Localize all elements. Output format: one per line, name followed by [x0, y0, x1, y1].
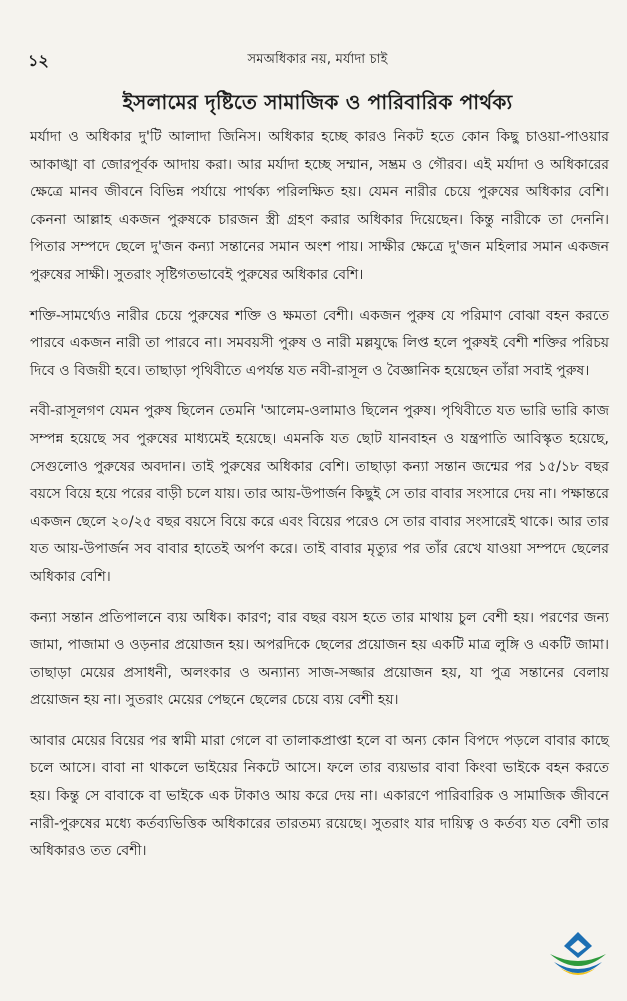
paragraph: আবার মেয়ের বিয়ের পর স্বামী মারা গেলে বা তালাকপ্রাপ্তা হলে বা অন্য কোন বিপদে পড়লে বাবার কাছে চলে আসে। বাবা না থাকলে ভাইয়ের নিকটে আসে। ফলে তার ব্যয়ভার বাবা কিংবা ভাইকে বহন করতে হয়। কিন্তু সে বাবাকে বা ভাইকে এক টাকাও আয় করে দেয় না। একারণে পারিবারিক ও সামাজিক জীবনে নারী-পুরুষের মধ্যে কর্তব্যভিত্তিক অধিকারের তারতম্য রয়েছে। সুতরাং যার দায়িত্ব ও কর্তব্য যত বেশী তার অধিকারও তত বেশী। [30, 732, 609, 860]
paragraph: নবী-রাসূলগণ যেমন পুরুষ ছিলেন তেমনি 'আলেম-ওলামাও ছিলেন পুরুষ। পৃথিবীতে যত ভারি ভারি কাজ সম্পন্ন হয়েছে সব পুরুষের মাধ্যমেই হয়েছে। এমনকি যত ছোট যানবাহন ও যন্ত্রপাতি আবিস্কৃত হয়েছে, সেগুলোও পুরুষের অবদান। তাই পুরুষের অধিকার বেশি। তাছাড়া কন্যা সন্তান জন্মের পর ১৫/১৮ বছর বয়সে বিয়ে হয়ে পরের বাড়ী চলে যায়। তার আয়-উপার্জন কিছুই সে তার বাবার সংসারে দেয় না। পক্ষান্তরে একজন ছেলে ২০/২৫ বছর বয়সে বিয়ে করে এবং বিয়ের পরেও সে তার বাবার সংসারেই থাকে। আর তার যত আয়-উপার্জন সব বাবার হাতেই অর্পণ করে। তাই বাবার মৃত্যুর পর তাঁর রেখে যাওয়া সম্পদে ছেলের অধিকার বেশি। [30, 403, 609, 585]
page-number: ১২ [28, 51, 49, 70]
running-header [28, 48, 607, 70]
body-text [30, 124, 609, 879]
publisher-logo-icon [546, 928, 610, 986]
paragraph: কন্যা সন্তান প্রতিপালনে ব্যয় অধিক। কারণ; বার বছর বয়স হতে তার মাথায় চুল বেশী হয়। পরণের জন্য জামা, পাজামা ও ওড়নার প্রয়োজন হয়। অপরদিকে ছেলের প্রয়োজন হয় একটি মাত্র লুঙ্গি ও একটি জামা। তাছাড়া মেয়ের প্রসাধনী, অলংকার ও অন্যান্য সাজ-সজ্জার প্রয়োজন হয়, যা পুত্র সন্তানের বেলায় প্রয়োজন হয় না। সুতরাং মেয়ের পেছনে ছেলের চেয়ে ব্যয় বেশী হয়। [30, 609, 609, 709]
paragraph: শক্তি-সামর্থ্যেও নারীর চেয়ে পুরুষের শক্তি ও ক্ষমতা বেশী। একজন পুরুষ যে পরিমাণ বোঝা বহন করতে পারবে একজন নারী তা পারবে না। সমবয়সী পুরুষ ও নারী মল্লযুদ্ধে লিপ্ত হলে পুরুষই বেশী শক্তির পরিচয় দিবে ও বিজয়ী হবে। তাছাড়া পৃথিবীতে এপর্যন্ত যত নবী-রাসূল ও বৈজ্ঞানিক হয়েছেন তাঁরা সবাই পুরুষ। [30, 307, 609, 379]
paragraph: মর্যাদা ও অধিকার দু'টি আলাদা জিনিস। অধিকার হচ্ছে কারও নিকট হতে কোন কিছু চাওয়া-পাওয়ার আকাঙ্খা বা জোরপূর্বক আদায় করা। আর মর্যাদা হচ্ছে সম্মান, সম্ভ্রম ও গৌরব। এই মর্যাদা ও অধিকারের ক্ষেত্রে মানব জীবনে বিভিন্ন পর্যায়ে পার্থক্য পরিলক্ষিত হয়। যেমন নারীর চেয়ে পুরুষের অধিকার বেশি। কেননা আল্লাহ একজন পুরুষকে চারজন স্ত্রী গ্রহণ করার অধিকার দিয়েছেন। কিন্তু নারীকে তা দেননি। পিতার সম্পদে ছেলে দু'জন কন্যা সন্তানের সমান অংশ পায়। সাক্ষীর ক্ষেত্রে দু'জন মহিলার সমান একজন পুরুষের সাক্ষী। সুতরাং সৃষ্টিগতভাবেই পুরুষের অধিকার বেশি। [30, 129, 609, 283]
chapter-title: ইসলামের দৃষ্টিতে সামাজিক ও পারিবারিক পার্থক্য [122, 90, 513, 114]
running-title: সমঅধিকার নয়, মর্যাদা চাই [247, 52, 388, 67]
